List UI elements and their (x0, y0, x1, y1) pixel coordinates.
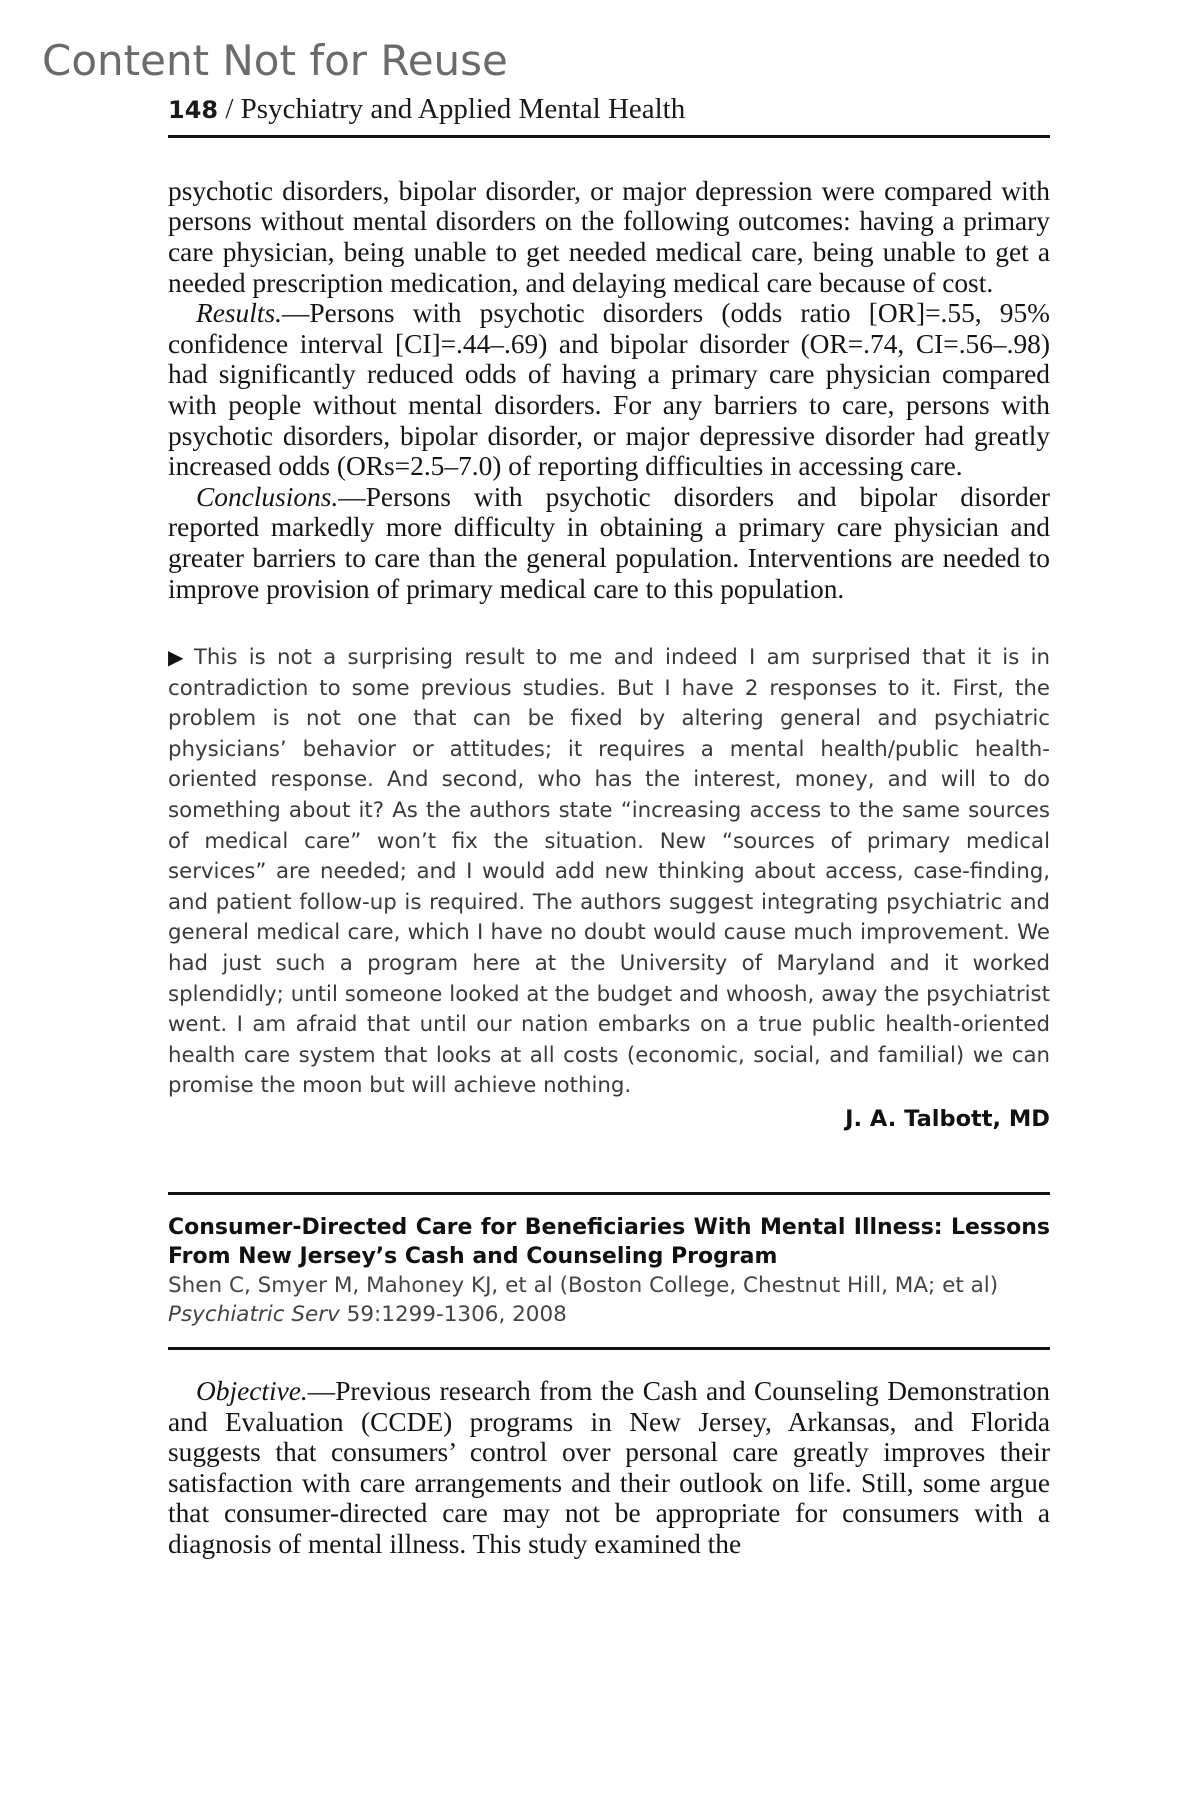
journal-page (168, 92, 1050, 1560)
article-authors: Shen C, Smyer M, Mahoney KJ, et al (Boston College, Chestnut Hill, MA; et al) (168, 1273, 999, 1299)
article-title: Consumer-Directed Care for Beneficiaries With Mental Illness: Lessons From New Jersey’s Cash and Counseling Program (168, 1215, 1050, 1270)
objective-text: —Previous research from the Cash and Counseling Demonstration and Evaluation (CCDE) programs in New Jersey, Arkansas, and Florida suggests that consumers’ control over personal care greatly improves their satisfaction with care arrangements and their outlook on life. Still, some argue that consumer-directed care may not be appropriate for consumers with a diagnosis of mental illness. This study examined the (168, 1376, 1050, 1559)
methods-paragraph: psychotic disorders, bipolar disorder, or major depression were compared with persons without mental disorders on the following outcomes: having a primary care physician, being unable to get needed medical care, being unable to get a needed prescription medication, and delaying medical care because of cost. (168, 175, 1050, 298)
article-divider-top (168, 1192, 1050, 1195)
objective-label: Objective. (196, 1376, 308, 1407)
commentary-author: J. A. Talbott, MD (845, 1106, 1050, 1133)
page-number: 148 (168, 96, 219, 124)
conclusions-label: Conclusions. (196, 481, 339, 512)
header-separator: / (218, 93, 241, 125)
article-divider-bottom (168, 1347, 1050, 1350)
commentary-paragraph (168, 642, 1050, 1102)
article-citation (168, 1300, 1050, 1329)
results-label: Results. (196, 298, 282, 329)
results-paragraph (168, 298, 1050, 482)
objective-paragraph (168, 1376, 1050, 1560)
triangle-marker-icon: ▶ (168, 645, 188, 670)
results-text: —Persons with psychotic disorders (odds ratio [OR]=.55, 95% confidence interval [CI]=.44–.69) and bipolar disorder (OR=.74, CI=.56–.98) had significantly reduced odds of having a primary care physician compared with people without mental disorders. For any barriers to care, persons with psychotic disorders, bipolar disorder, or major depressive disorder had greatly increased odds (ORs=2.5–7.0) of reporting difficulties in accessing care. (168, 298, 1050, 482)
conclusions-paragraph (168, 482, 1050, 604)
conclusions-text: —Persons with psychotic disorders and bipolar disorder reported markedly more difficulty in obtaining a primary care physician and greater barriers to care than the general population. Interventions are needed to improve provision of primary medical care to this population. (168, 481, 1050, 604)
watermark-text: Content Not for Reuse (42, 36, 508, 85)
citation-journal: Psychiatric Serv (168, 1302, 340, 1328)
commentary-text: This is not a surprising result to me and indeed I am surprised that it is in contradiction to some previous studies. But I have 2 responses to it. First, the problem is not one that can be fixed by altering general and psychiatric physicians’ behavior or attitudes; it requires a mental health/public health-oriented response. And second, who has the interest, money, and will to do something about it? As the authors state “increasing access to the same sources of medical care” won’t fix the situation. New “sources of primary medical services” are needed; and I would add new thinking about access, case-finding, and patient follow-up is required. The authors suggest integrating psychiatric and general medical care, which I have no doubt would cause much improvement. We had just such a program here at the University of Maryland and it worked splendidly; until someone looked at the budget and whoosh, away the psychiatrist went. I am afraid that until our nation embarks on a true public health-oriented health care system that looks at all costs (economic, social, and familial) we can promise the moon but will achieve nothing. (168, 645, 1050, 1099)
journal-title: Psychiatry and Applied Mental Health (240, 93, 686, 125)
running-head (168, 92, 1050, 138)
citation-details: 59:1299-1306, 2008 (339, 1302, 567, 1328)
